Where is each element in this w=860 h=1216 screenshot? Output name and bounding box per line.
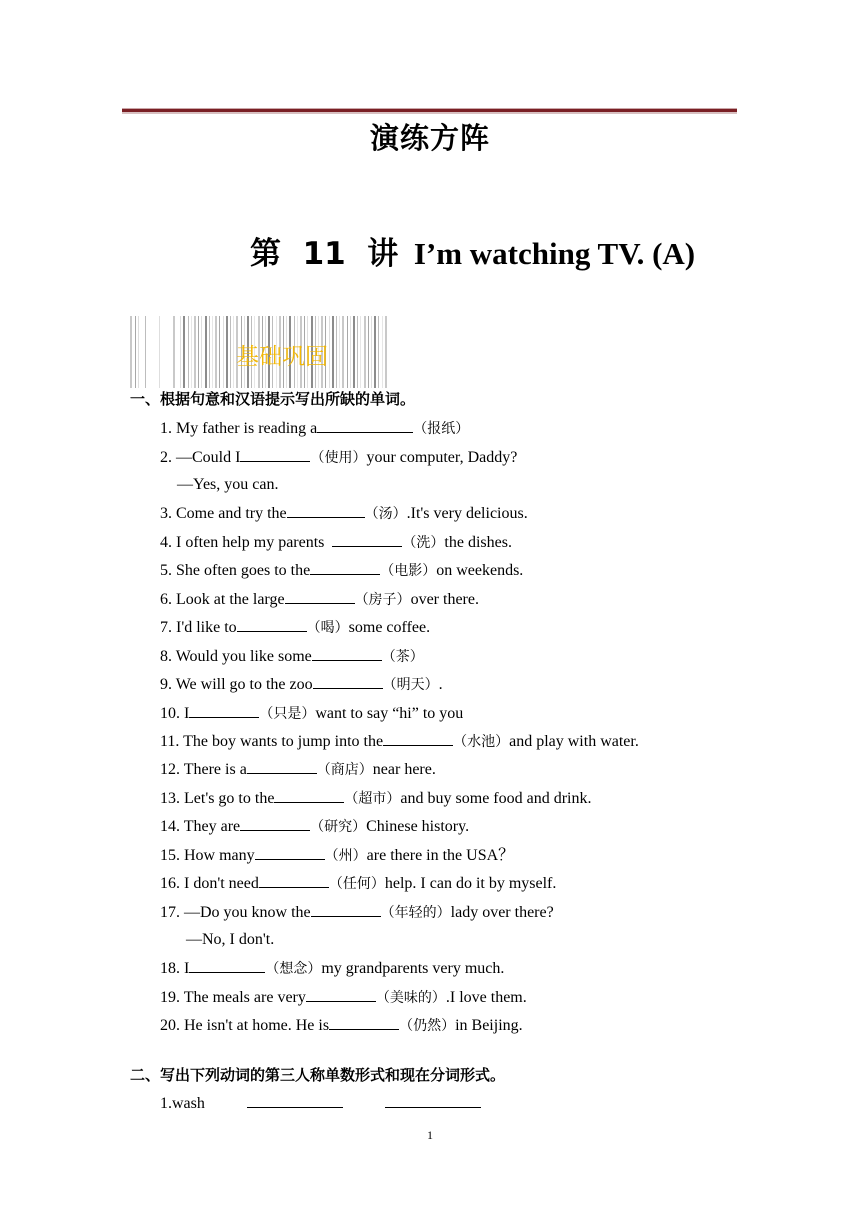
question-text: 17. —Do you know the (160, 904, 311, 921)
question-text-end: .I love them. (445, 989, 527, 1006)
banner-stripe (371, 316, 372, 388)
question-text-end: .It's very delicious. (406, 505, 528, 522)
question-text: 18. I (160, 960, 190, 977)
question-text: 20. He isn't at home. He is (160, 1017, 330, 1034)
answer-blank[interactable] (383, 731, 453, 746)
page-header-title: 演练方阵 (369, 121, 490, 155)
question-text: 6. Look at the large (160, 591, 285, 608)
question-item (186, 930, 274, 950)
answer-blank[interactable] (311, 902, 381, 917)
answer-blank[interactable] (312, 646, 382, 661)
banner-stripe (230, 316, 231, 388)
answer-blank[interactable] (255, 845, 325, 860)
banner-stripe (368, 316, 369, 388)
banner-stripe (385, 316, 387, 388)
question-text: 12. There is a (160, 761, 247, 778)
question-text: 19. The meals are very (160, 989, 306, 1006)
question-text-end: over there. (410, 591, 479, 608)
question-text: 14. They are (160, 818, 241, 835)
answer-blank[interactable] (329, 1015, 399, 1030)
question-text: 8. Would you like some (160, 648, 312, 665)
banner-stripe (336, 316, 337, 388)
banner-stripe (183, 316, 185, 388)
banner-stripe (374, 316, 376, 388)
question-item (160, 646, 424, 667)
banner-stripe (145, 316, 146, 388)
banner-stripe (201, 316, 202, 388)
answer-blank[interactable] (287, 503, 365, 518)
banner-stripe (226, 316, 228, 388)
section2-item (160, 1093, 481, 1114)
banner-stripe (353, 316, 355, 388)
question-item (160, 788, 592, 809)
answer-blank[interactable] (247, 759, 317, 774)
banner-stripe (198, 316, 199, 388)
chinese-hint: （商店） (316, 762, 373, 778)
question-item (160, 560, 523, 581)
question-text-end: are there in the USA？ (366, 847, 515, 864)
chinese-hint: （年轻的） (380, 905, 451, 921)
question-text: 3. Come and try the (160, 505, 287, 522)
question-item (160, 731, 639, 752)
answer-blank[interactable] (306, 987, 376, 1002)
question-item (160, 503, 528, 524)
question-text-end: near here. (372, 761, 436, 778)
banner-stripe (188, 316, 189, 388)
chinese-hint: （任何） (328, 876, 385, 892)
question-text: 2. —Could I (160, 449, 241, 466)
question-text: —Yes, you can. (177, 476, 279, 493)
question-text-end: some coffee. (348, 619, 431, 636)
question-text-end: in Beijing. (455, 1017, 523, 1034)
chinese-hint: （仍然） (399, 1018, 456, 1034)
banner-stripe (364, 316, 366, 388)
question-text: —No, I don't. (186, 931, 275, 948)
question-text-end: and buy some food and drink. (400, 790, 592, 807)
banner-stripe (173, 316, 175, 388)
answer-blank[interactable] (240, 447, 310, 462)
banner-stripe (347, 316, 348, 388)
question-text-end: . (438, 676, 443, 693)
banner-stripe (138, 316, 139, 388)
banner-stripe (194, 316, 196, 388)
answer-blank[interactable] (237, 617, 307, 632)
question-item (160, 532, 512, 553)
answer-blank[interactable] (285, 589, 355, 604)
question-item (160, 1015, 523, 1036)
question-item (160, 987, 527, 1008)
question-item (160, 845, 514, 866)
question-text-end: your computer, Daddy? (366, 449, 518, 466)
banner-stripe (329, 316, 330, 388)
chinese-hint: （研究） (310, 819, 367, 835)
banner-stripe (332, 316, 334, 388)
answer-blank[interactable] (259, 873, 329, 888)
chinese-hint: （超市） (344, 791, 401, 807)
chinese-hint: （电影） (380, 563, 437, 579)
question-item (160, 674, 443, 695)
banner-stripe (159, 316, 160, 388)
answer-blank[interactable] (313, 674, 383, 689)
answer-blank[interactable] (189, 958, 265, 973)
present-participle-blank[interactable] (385, 1093, 481, 1108)
chinese-hint: （洗） (402, 535, 445, 551)
question-text: 5. She often goes to the (160, 562, 311, 579)
chinese-hint: （只是） (259, 706, 316, 722)
section-banner-label: 基础巩固 (236, 344, 328, 370)
banner-stripe (339, 316, 340, 388)
question-text-end: Chinese history. (366, 818, 470, 835)
banner-stripe (378, 316, 379, 388)
verb-label: 1.wash (160, 1095, 205, 1112)
question-text-end: my grandparents very much. (321, 960, 505, 977)
question-text-end: the dishes. (444, 534, 512, 551)
question-text-end: lady over there? (450, 904, 554, 921)
question-item (160, 958, 504, 979)
banner-stripe (212, 316, 213, 388)
answer-blank[interactable] (274, 788, 344, 803)
banner-stripe (135, 316, 136, 388)
banner-stripe (357, 316, 358, 388)
chinese-hint: （汤） (364, 506, 407, 522)
banner-stripe (360, 316, 361, 388)
question-item (160, 873, 556, 894)
banner-stripe (209, 316, 210, 388)
question-item (160, 816, 469, 837)
banner-stripe (205, 316, 207, 388)
chinese-hint: （茶） (381, 649, 424, 665)
chinese-hint: （州） (324, 848, 367, 864)
question-item (160, 447, 517, 468)
chinese-hint: （房子） (354, 592, 411, 608)
question-item (160, 589, 479, 610)
question-text-end: help. I can do it by myself. (384, 875, 557, 892)
section2-heading: 二、写出下列动词的第三人称单数形式和现在分词形式。 (130, 1066, 506, 1084)
answer-blank[interactable] (317, 418, 413, 433)
banner-stripe (215, 316, 217, 388)
question-text-end: want to say “hi” to you (315, 705, 464, 722)
banner-stripe (350, 316, 351, 388)
answer-blank[interactable] (310, 560, 380, 575)
third-person-blank[interactable] (247, 1093, 343, 1108)
page-number: 1 (427, 1128, 433, 1142)
question-text: 16. I don't need (160, 875, 259, 892)
chinese-hint: （美味的） (375, 990, 446, 1006)
answer-blank[interactable] (189, 703, 259, 718)
chinese-hint: （喝） (306, 620, 349, 636)
banner-stripe (233, 316, 234, 388)
lesson-title (250, 228, 695, 273)
banner-stripe (191, 316, 192, 388)
question-text: 11. The boy wants to jump into the (160, 733, 384, 750)
question-text: 1. My father is reading a (160, 420, 318, 437)
chinese-hint: （使用） (310, 450, 367, 466)
banner-stripe (219, 316, 220, 388)
question-text: 9. We will go to the zoo (160, 676, 313, 693)
question-item (160, 902, 554, 923)
question-item (160, 617, 430, 638)
question-text: 13. Let's go to the (160, 790, 275, 807)
lesson-name: I’m watching TV. (A) (413, 236, 696, 271)
chinese-hint: （水池） (453, 734, 510, 750)
chinese-hint: （想念） (265, 961, 322, 977)
header-rule (122, 108, 737, 114)
lesson-number: 第 11 讲 (250, 236, 399, 272)
banner-stripe (382, 316, 383, 388)
question-text-end: and play with water. (509, 733, 639, 750)
question-text-end: on weekends. (436, 562, 524, 579)
banner-stripe (180, 316, 181, 388)
question-item (177, 475, 278, 495)
question-text: 15. How many (160, 847, 255, 864)
question-text: 7. I'd like to (160, 619, 237, 636)
section1-heading: 一、根据句意和汉语提示写出所缺的单词。 (130, 390, 416, 408)
chinese-hint: （明天） (382, 677, 439, 693)
question-text: 4. I often help my parents (160, 534, 333, 551)
question-item (160, 703, 463, 724)
question-text: 10. I (160, 705, 190, 722)
question-item (160, 759, 436, 780)
question-item (160, 418, 469, 439)
banner-stripe (342, 316, 344, 388)
answer-blank[interactable] (332, 532, 402, 547)
banner-stripe (223, 316, 224, 388)
chinese-hint: （报纸） (413, 421, 470, 437)
answer-blank[interactable] (240, 816, 310, 831)
banner-stripe (130, 316, 132, 388)
